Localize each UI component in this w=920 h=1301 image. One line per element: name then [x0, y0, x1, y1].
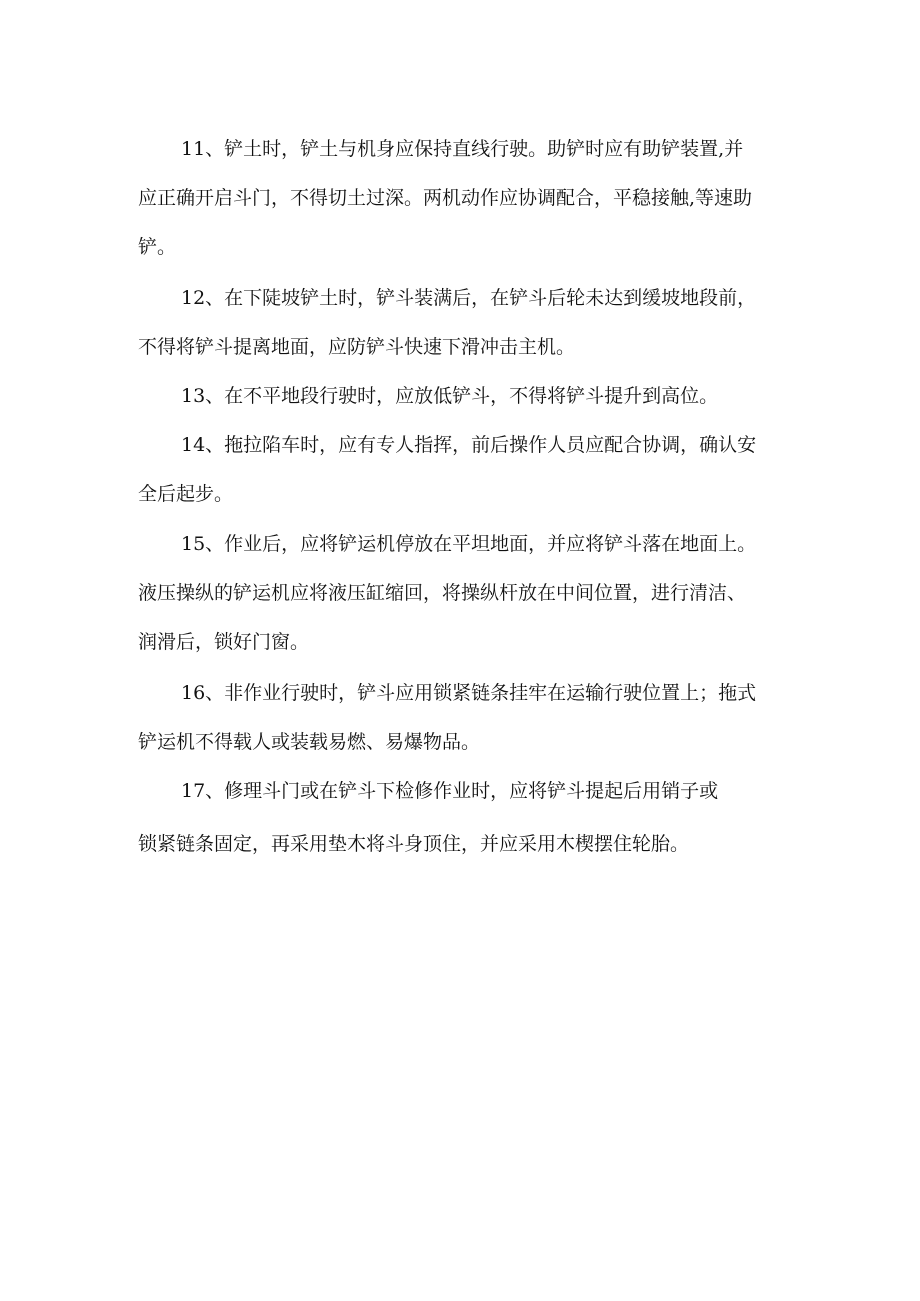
paragraph-17-line-1: 17、修理斗门或在铲斗下检修作业时，应将铲斗提起后用销子或 [181, 780, 719, 802]
paragraph-13-line-1: 13、在不平地段行驶时，应放低铲斗，不得将铲斗提升到高位。 [181, 385, 719, 407]
paragraph-16-line-2: 铲运机不得载人或装载易燃、易爆物品。 [138, 731, 481, 753]
paragraph-15-line-2: 液压操纵的铲运机应将液压缸缩回，将操纵杆放在中间位置，进行清洁、 [138, 582, 747, 604]
paragraph-15-line-1: 15、作业后，应将铲运机停放在平坦地面，并应将铲斗落在地面上。 [181, 533, 757, 555]
paragraph-12-line-2: 不得将铲斗提离地面，应防铲斗快速下滑冲击主机。 [138, 336, 576, 358]
paragraph-14-line-2: 全后起步。 [138, 483, 234, 505]
paragraph-11-line-1: 11、铲土时，铲土与机身应保持直线行驶。助铲时应有助铲装置,并 [181, 138, 744, 160]
paragraph-16-line-1: 16、非作业行驶时，铲斗应用锁紧链条挂牢在运输行驶位置上；拖式 [181, 682, 757, 704]
paragraph-17-line-2: 锁紧链条固定，再采用垫木将斗身顶住，并应采用木楔摆住轮胎。 [138, 833, 690, 855]
paragraph-12-line-1: 12、在下陡坡铲土时，铲斗装满后，在铲斗后轮未达到缓坡地段前， [181, 287, 757, 309]
paragraph-15-line-3: 润滑后，锁好门窗。 [138, 631, 310, 653]
paragraph-11-line-3: 铲。 [138, 236, 177, 258]
paragraph-11-line-2: 应正确开启斗门，不得切土过深。两机动作应协调配合，平稳接触,等速助 [138, 187, 753, 209]
paragraph-14-line-1: 14、拖拉陷车时，应有专人指挥，前后操作人员应配合协调，确认安 [181, 434, 757, 456]
